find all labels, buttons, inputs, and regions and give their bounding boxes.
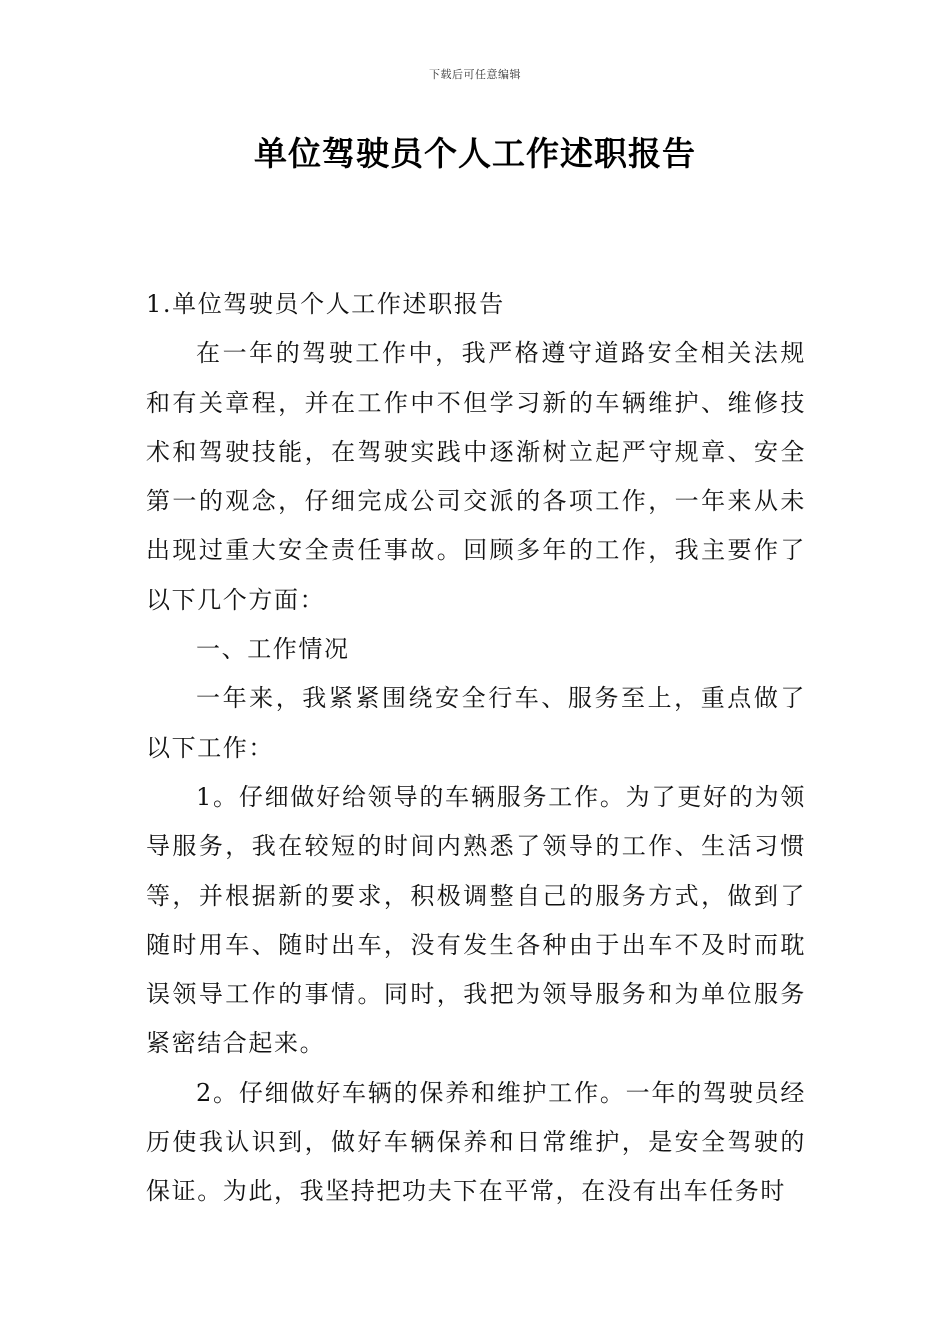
section-heading: 1.单位驾驶员个人工作述职报告 [146,290,505,318]
document-title: 单位驾驶员个人工作述职报告 [254,134,696,173]
header-note: 下载后可任意编辑 [429,68,521,81]
document-body [146,280,806,1217]
paragraph-item-1: 1。仔细做好给领导的车辆服务工作。为了更好的为领导服务，我在较短的时间内熟悉了领导的工作、生活习惯等，并根据新的要求，积极调整自己的服务方式，做到了随时用车、随时出车，没有发生各种由于出车不及时而耽误领导工作的事情。同时，我把为领导服务和为单位服务紧密结合起来。 [146,782,806,1058]
paragraph-item-2: 2。仔细做好车辆的保养和维护工作。一年的驾驶员经历使我认识到，做好车辆保养和日常维护，是安全驾驶的保证。为此，我坚持把功夫下在平常，在没有出车任务时 [146,1078,806,1206]
paragraph-intro: 在一年的驾驶工作中，我严格遵守道路安全相关法规和有关章程，并在工作中不但学习新的车辆维护、维修技术和驾驶技能，在驾驶实践中逐渐树立起严守规章、安全第一的观念，仔细完成公司交派的各项工作，一年来从未出现过重大安全责任事故。回顾多年的工作，我主要作了以下几个方面： [146,339,806,614]
paragraph-subheading: 一、工作情况 [196,635,350,664]
paragraph-summary: 一年来，我紧紧围绕安全行车、服务至上，重点做了以下工作： [146,684,806,762]
